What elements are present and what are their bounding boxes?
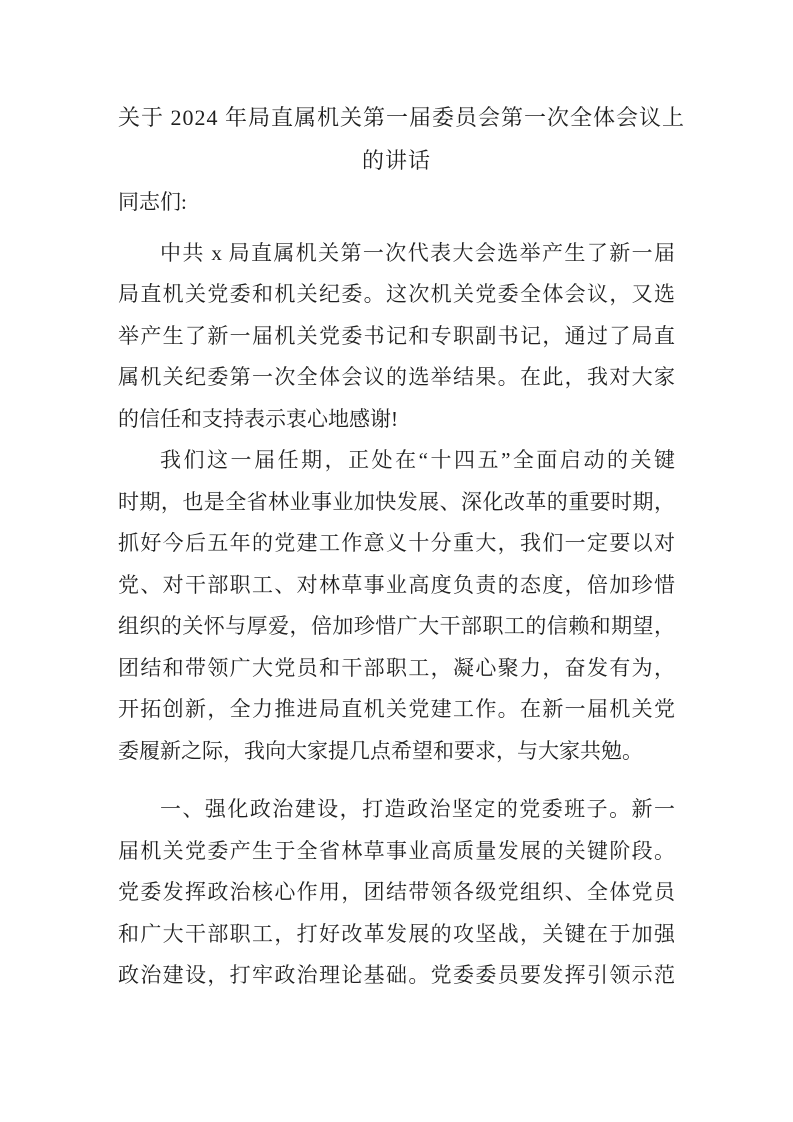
text-line: 抓好今后五年的党建工作意义十分重大，我们一定要以对 [118, 531, 675, 555]
text-line: 我们这一届任期，正处在“十四五”全面启动的关键 [160, 448, 675, 472]
text-line: 开拓创新，全力推进局直机关党建工作。在新一届机关党 [118, 697, 675, 721]
paragraph-1 [118, 233, 675, 441]
paragraph-2 [118, 440, 675, 772]
text-line: 中共 x 局直属机关第一次代表大会选举产生了新一届 [160, 240, 675, 265]
text-line: 届机关党委产生于全省林草事业高质量发展的关键阶段。 [118, 838, 675, 863]
text-line: 党委发挥政治核心作用，团结带领各级党组织、全体党员 [118, 880, 675, 904]
title-line-1: 关于 2024 年局直属机关第一届委员会第一次全体会议上 [118, 105, 686, 130]
text-line: 属机关纪委第一次全体会议的选举结果。在此，我对大家 [118, 365, 675, 389]
text-line: 举产生了新一届机关党委书记和专职副书记，通过了局直 [118, 323, 675, 348]
text-line: 的信任和支持表示衷心地感谢! [118, 406, 398, 431]
text-line: 局直机关党委和机关纪委。这次机关党委全体会议，又选 [118, 282, 675, 306]
text-line: 政治建设，打牢政治理论基础。党委委员要发挥引领示范 [118, 963, 675, 987]
document-content [118, 96, 686, 997]
text-line: 一、强化政治建设，打造政治坚定的党委班子。新一 [160, 797, 675, 821]
text-line: 党、对干部职工、对林草事业高度负责的态度，倍加珍惜 [118, 572, 675, 597]
text-line: 和广大干部职工，打好改革发展的攻坚战，关键在于加强 [118, 921, 675, 946]
text-line: 组织的关怀与厚爱，倍加珍惜广大干部职工的信赖和期望， [118, 614, 675, 638]
title-line-2: 的讲话 [361, 148, 431, 173]
text-line: 团结和带领广大党员和干部职工，凝心聚力，奋发有为， [118, 655, 675, 680]
paragraph-3 [118, 789, 675, 997]
text-line: 委履新之际，我向大家提几点希望和要求，与大家共勉。 [118, 738, 643, 763]
salutation: 同志们: [118, 190, 187, 214]
text-line: 时期，也是全省林业事业加快发展、深化改革的重要时期， [118, 489, 675, 514]
document-title [118, 96, 686, 182]
